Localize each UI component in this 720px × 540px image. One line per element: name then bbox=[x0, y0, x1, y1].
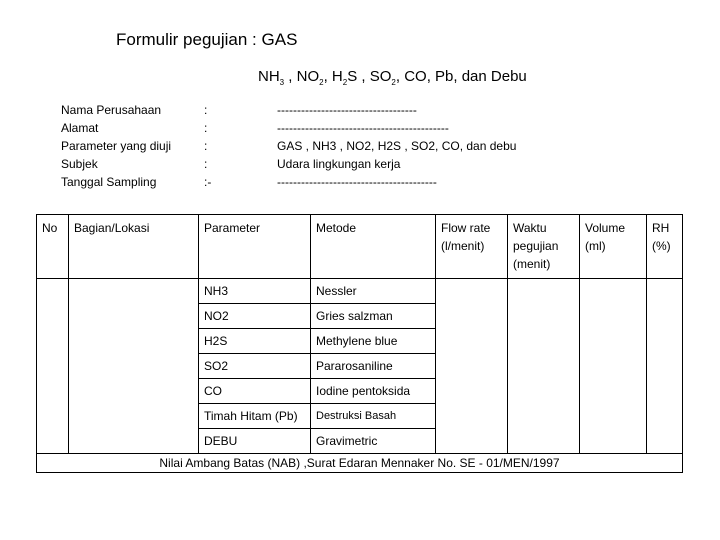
cell-method: Pararosaniline bbox=[311, 354, 436, 379]
header-volume: Volume (ml) bbox=[580, 215, 647, 279]
gas-list-subtitle: $NH_3$ , $NO_2$, $H_2S$ , $SO_2$, CO, Pb, dan Debu bbox=[258, 68, 527, 87]
test-table bbox=[36, 214, 683, 473]
info-label-parameter: Parameter yang diuji bbox=[61, 139, 172, 153]
info-colon: : bbox=[204, 139, 208, 153]
info-label-sampling-date: Tanggal Sampling bbox=[61, 175, 157, 189]
cell-parameter: H2S bbox=[199, 329, 311, 354]
info-value-parameter: GAS , NH3 , NO2, H2S , SO2, CO, dan debu bbox=[277, 139, 517, 153]
cell-location[interactable] bbox=[69, 279, 199, 454]
info-colon: :- bbox=[204, 175, 212, 189]
cell-parameter: Timah Hitam (Pb) bbox=[199, 404, 311, 429]
info-value-company: ----------------------------------- bbox=[277, 103, 417, 117]
header-no: No bbox=[37, 215, 69, 279]
cell-method: Nessler bbox=[311, 279, 436, 304]
cell-rh[interactable] bbox=[647, 279, 683, 454]
cell-parameter: CO bbox=[199, 379, 311, 404]
cell-parameter: DEBU bbox=[199, 429, 311, 454]
header-rh: RH (%) bbox=[647, 215, 683, 279]
form-title: Formulir pegujian : GAS bbox=[116, 30, 298, 49]
header-location: Bagian/Lokasi bbox=[69, 215, 199, 279]
cell-method: Iodine pentoksida bbox=[311, 379, 436, 404]
table-header-row bbox=[37, 215, 683, 279]
cell-flow-rate[interactable] bbox=[436, 279, 508, 454]
cell-no[interactable] bbox=[37, 279, 69, 454]
cell-method: Methylene blue bbox=[311, 329, 436, 354]
header-flow-rate: Flow rate (l/menit) bbox=[436, 215, 508, 279]
table-footer-row bbox=[37, 454, 683, 473]
info-value-subject: Udara lingkungan kerja bbox=[277, 157, 401, 171]
cell-method: Gries salzman bbox=[311, 304, 436, 329]
info-label-address: Alamat bbox=[61, 121, 99, 135]
cell-parameter: NH3 bbox=[199, 279, 311, 304]
cell-method: Gravimetric bbox=[311, 429, 436, 454]
nab-note: Nilai Ambang Batas (NAB) ,Surat Edaran Mennaker No. SE - 01/MEN/1997 bbox=[37, 454, 683, 473]
cell-volume[interactable] bbox=[580, 279, 647, 454]
info-value-sampling-date: ---------------------------------------- bbox=[277, 175, 437, 189]
cell-duration[interactable] bbox=[508, 279, 580, 454]
header-parameter: Parameter bbox=[199, 215, 311, 279]
info-label-subject: Subjek bbox=[61, 157, 98, 171]
info-colon: : bbox=[204, 157, 208, 171]
header-method: Metode bbox=[311, 215, 436, 279]
cell-parameter: SO2 bbox=[199, 354, 311, 379]
cell-parameter: NO2 bbox=[199, 304, 311, 329]
info-colon: : bbox=[204, 121, 208, 135]
header-duration: Waktu pegujian (menit) bbox=[508, 215, 580, 279]
info-colon: : bbox=[204, 103, 208, 117]
cell-method: Destruksi Basah bbox=[311, 404, 436, 429]
table-row bbox=[37, 279, 683, 304]
info-label-company: Nama Perusahaan bbox=[61, 103, 162, 117]
info-value-address: ------------------------------------------- bbox=[277, 121, 449, 135]
